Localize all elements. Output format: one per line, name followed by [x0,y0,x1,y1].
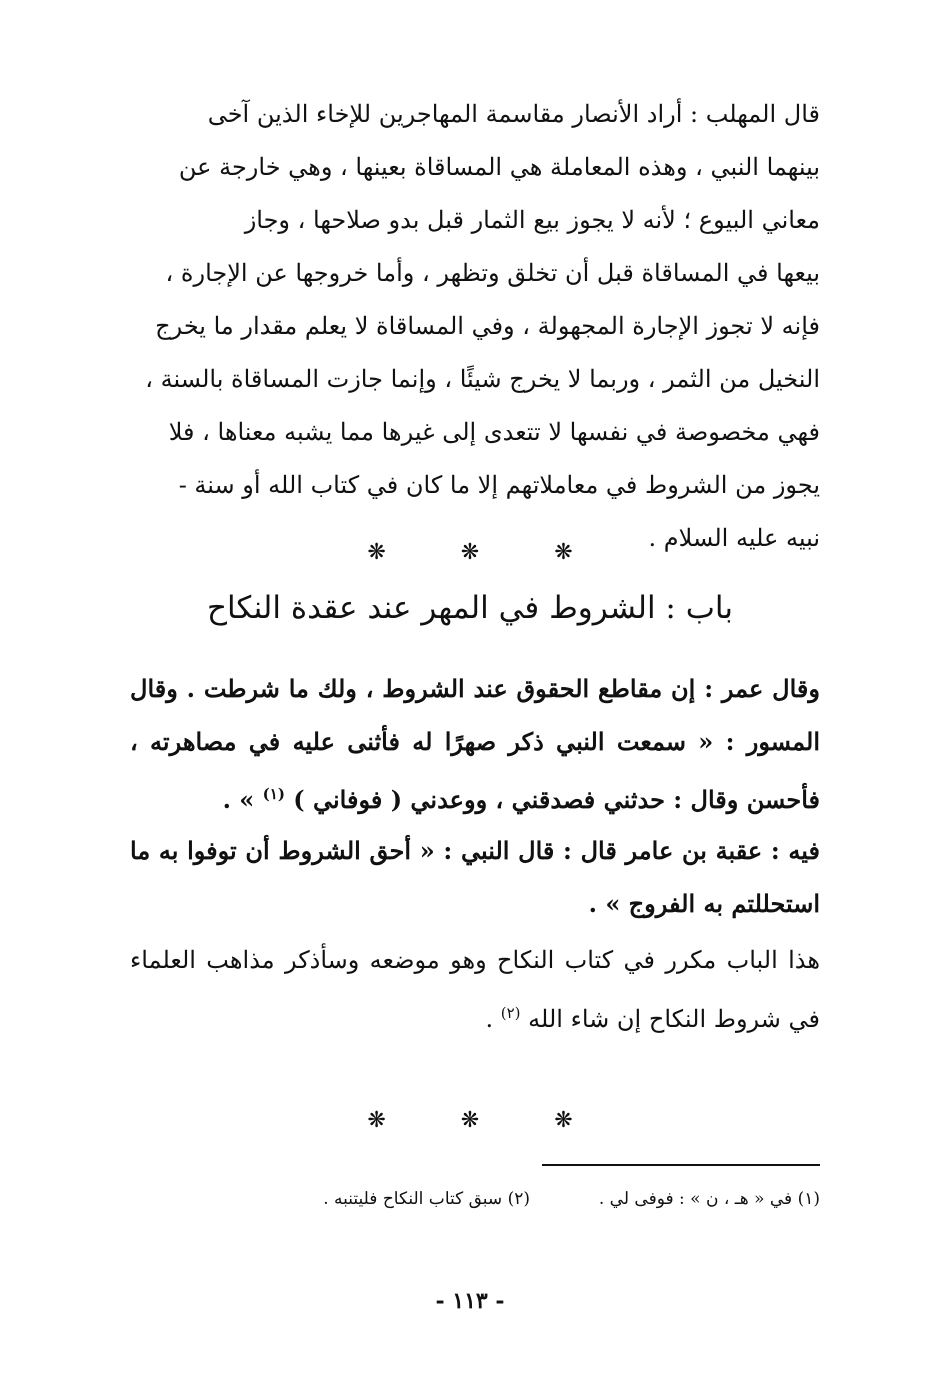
hadith-paragraph [130,662,820,826]
hadith-paragraph-2 [130,824,820,930]
footnote-1: (١) في « هـ ، ن » : فوفى لي . [598,1189,820,1209]
paragraph-line: معاني البيوع ؛ لأنه لا يجوز بيع الثمار قبل بدو صلاحها ، وجاز [244,206,820,234]
footnote-divider [542,1164,820,1166]
paragraph-line: قال المهلب : أراد الأنصار مقاسمة المهاجرين للإخاء الذين آخى [207,100,820,128]
sentence-ending: . [485,1005,501,1033]
footnotes [120,1184,820,1214]
star-ornament-icon: ❋ [367,1108,386,1133]
page-number: - ١١٣ - [435,1288,505,1314]
paragraph-line: نبيه عليه السلام . [648,524,820,552]
footnote-2: (٢) سبق كتاب النكاح فليتنبه . [323,1189,530,1209]
paragraph-line: بينهما النبي ، وهذه المعاملة هي المساقاة بعينها ، وهي خارجة عن [178,153,820,181]
commentary-text: هذا الباب مكرر في كتاب النكاح وهو موضعه وسأذكر مذاهب العلماء في شروط النكاح إن شاء الله [130,946,820,1033]
section-separator [0,540,940,565]
footnote-ref-2: (٢) [500,1004,521,1022]
footnote-ref-1: (١) [262,785,285,803]
commentary-paragraph-2 [130,934,820,1046]
paragraph-line: فهي مخصوصة في نفسها لا تتعدى إلى غيرها مما يشبه معناها ، فلا [168,418,820,446]
hadith-text: فيه : عقبة بن عامر قال : قال النبي : « أحق الشروط أن توفوا به ما استحللتم به الفروج » . [130,836,820,918]
hadith-text: وقال عمر : إن مقاطع الحقوق عند الشروط ، ولك ما شرطت . وقال المسور : « سمعت النبي ذكر صهرًا له فأثنى عليه في مصاهرته ، فأحسن وقال : حدثني فصدقني ، ووعدني ( فوفاني ) [130,674,820,814]
paragraph-line: النخيل من الثمر ، وربما لا يخرج شيئًا ، وإنما جازت المساقاة بالسنة ، [145,365,820,393]
star-ornament-icon: ❋ [460,540,480,565]
star-ornament-icon: ❋ [554,540,573,565]
paragraph-line: يجوز من الشروط في معاملاتهم إلا ما كان في كتاب الله أو سنة - [178,471,820,499]
chapter-heading: باب : الشروط في المهر عند عقدة النكاح [207,590,733,626]
commentary-paragraph [130,88,820,565]
star-ornament-icon: ❋ [554,1108,573,1133]
quote-ending: » . [222,785,263,814]
paragraph-line: فإنه لا تجوز الإجارة المجهولة ، وفي المساقاة لا يعلم مقدار ما يخرج [155,312,820,340]
star-ornament-icon: ❋ [367,540,386,565]
section-separator [0,1108,940,1133]
star-ornament-icon: ❋ [460,1108,480,1133]
paragraph-line: بيعها في المساقاة قبل أن تخلق وتظهر ، وأما خروجها عن الإجارة ، [165,259,820,287]
